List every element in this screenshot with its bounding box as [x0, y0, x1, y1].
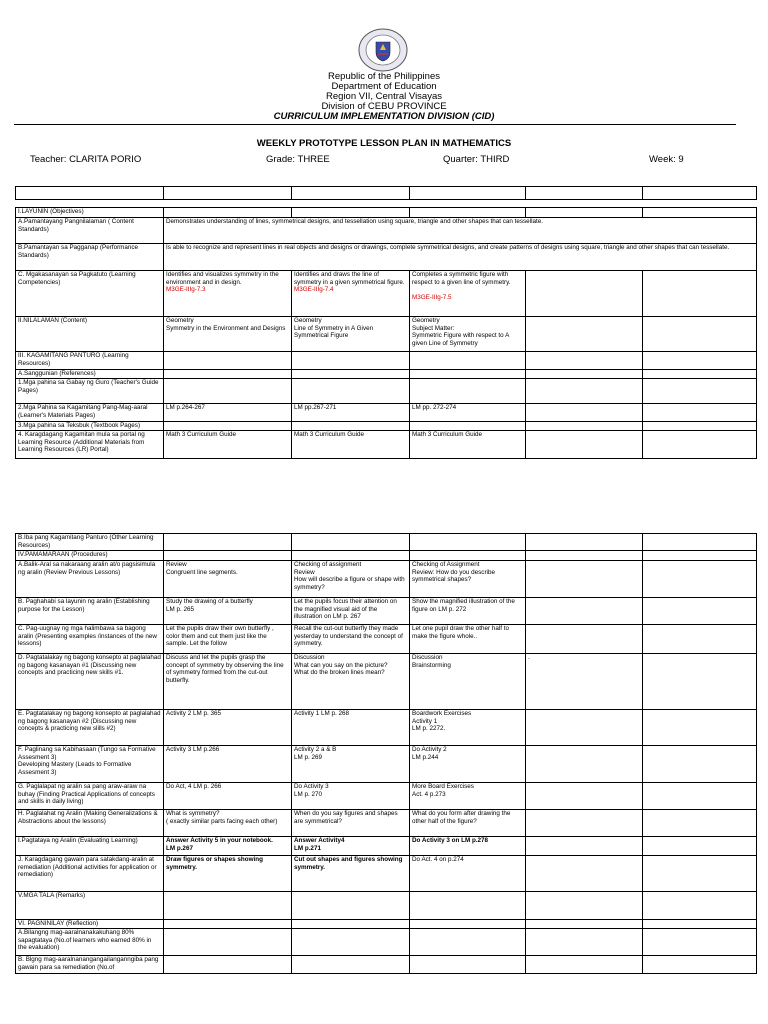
empty-cell [526, 422, 643, 431]
empty-cell [292, 929, 410, 956]
header-cid: CURRICULUM IMPLEMENTATION DIVISION (CID) [273, 111, 495, 122]
table-row [16, 379, 757, 404]
header-cell [292, 187, 410, 200]
row-label: C. Pag-uugnay ng mga halimbawa sa bagong aralin (Presenting examples /instances of the new lessons) [16, 625, 164, 654]
day3-cell: More Board Exercises Act. 4 p.273 [410, 783, 526, 810]
empty-cell [643, 551, 757, 561]
row-label: B. Paghahabi sa layunin ng aralin (Establishing purpose for the Lesson) [16, 598, 164, 625]
empty-cell [410, 956, 526, 974]
header-cell [16, 187, 164, 200]
table-row [16, 929, 757, 956]
day1-cell: What is symmetry? ( exactly similar parts facing each other) [164, 810, 292, 837]
empty-cell [643, 654, 757, 710]
empty-cell [526, 317, 643, 352]
empty-cell [410, 929, 526, 956]
empty-cell [643, 352, 757, 370]
day1-cell: Geometry Symmetry in the Environment and Designs [164, 317, 292, 352]
row-label: IV.PAMAMARAAN (Procedures) [16, 551, 164, 561]
day1-cell: Activity 2 LM p. 365 [164, 710, 292, 746]
row-label: A.Sanggunian (References) [16, 370, 164, 379]
empty-cell [526, 892, 643, 920]
table-row [16, 551, 757, 561]
empty-cell [643, 431, 757, 459]
table-row [16, 598, 757, 625]
day2-cell: Math 3 Curriculum Guide [292, 431, 410, 459]
empty-cell [292, 352, 410, 370]
row-label: 1.Mga pahina sa Gabay ng Guro (Teacher's Guide Pages) [16, 379, 164, 404]
plan-title: WEEKLY PROTOTYPE LESSON PLAN IN MATHEMATICS [256, 138, 512, 149]
empty-cell [526, 810, 643, 837]
row-label: B.Iba pang Kagamitang Panturo (Other Learning Resources) [16, 534, 164, 551]
day1-cell: Draw figures or shapes showing symmetry. [164, 856, 292, 892]
day1-cell: Activity 3 LM p.266 [164, 746, 292, 783]
header-region: Region VII, Central Visayas [326, 91, 442, 102]
empty-cell [526, 352, 643, 370]
empty-cell [410, 352, 526, 370]
table-row [16, 534, 757, 551]
empty-cell [164, 534, 292, 551]
row-label: D. Pagtatalakay ng bagong konsepto at paglalahad ng bagong kasanayan #1 (Discussing new concepts and practicing new skills #1. [16, 654, 164, 710]
competency-text: Completes a symmetric figure with respect to a given line of symmetry. [412, 271, 511, 286]
empty-cell [526, 598, 643, 625]
day3-cell: Checking of Assignment Review: How do you describe symmetrical shapes? [410, 561, 526, 598]
day1-cell: Study the drawing of a butterfly LM p. 265 [164, 598, 292, 625]
empty-cell [164, 370, 292, 379]
empty-cell [643, 710, 757, 746]
empty-cell [643, 404, 757, 422]
empty-cell [526, 625, 643, 654]
table-row [16, 654, 757, 710]
day3-cell: What do you form after drawing the other half of the figure? [410, 810, 526, 837]
empty-cell [292, 379, 410, 404]
empty-cell [292, 370, 410, 379]
day3-cell: LM pp. 272-274 [410, 404, 526, 422]
row-label: I.LAYUNIN (Objectives) [16, 208, 164, 218]
day1-cell: Review Congruent line segments. [164, 561, 292, 598]
table-row [16, 561, 757, 598]
empty-cell [164, 920, 292, 929]
day3-cell: Show the magnified illustration of the figure on LM p. 272 [410, 598, 526, 625]
empty-cell [164, 956, 292, 974]
table-row [16, 431, 757, 459]
day3-cell: Boardwork Exercises Activity 1 LM p. 2272. [410, 710, 526, 746]
row-label: B.Pamantayan sa Pagganap (Performance Standards) [16, 244, 164, 271]
table-row [16, 352, 757, 370]
grade-label: Grade: THREE [266, 154, 330, 165]
table-row [16, 317, 757, 352]
header-divider [14, 124, 736, 125]
empty-cell [292, 956, 410, 974]
empty-cell [526, 837, 643, 856]
competency-text: Identifies and draws the line of symmetry in a given symmetrical figure. [294, 271, 405, 286]
table-row [16, 625, 757, 654]
empty-cell [643, 783, 757, 810]
day1-cell: Discuss and let the pupils grasp the concept of symmetry by observing the line of symmetry formed from the cut-out butterfly. [164, 654, 292, 710]
content-standard-text: Demonstrates understanding of lines, symmetrical designs, and tessellation using square, triangle and other shapes that can tessellate. [164, 218, 757, 244]
header-department: Department of Education [331, 81, 437, 92]
empty-cell [526, 929, 643, 956]
day2-cell: Checking of assignment Review How will describe a figure or shape with symmetry? [292, 561, 410, 598]
empty-cell [164, 551, 292, 561]
empty-cell [643, 534, 757, 551]
day3-cell: Geometry Subject Matter: Symmetric Figure with respect to A given Line of Symmetry [410, 317, 526, 352]
empty-cell [643, 856, 757, 892]
empty-cell [164, 929, 292, 956]
empty-cell [643, 810, 757, 837]
row-label: B. Blgng mag-aaralnanangangailanganngiba pang gawain para sa remediation (No.of [16, 956, 164, 974]
competency-code: M3GE-IIIg-7.4 [294, 286, 334, 294]
day2-cell: Do Activity 3 LM p. 270 [292, 783, 410, 810]
empty-cell [410, 208, 526, 218]
empty-cell [410, 379, 526, 404]
table-row [16, 856, 757, 892]
table-row [16, 271, 757, 317]
empty-cell [526, 783, 643, 810]
empty-cell [643, 208, 757, 218]
day2-cell: Recall the cut-out butterfly they made yesterday to understand the concept of symmetry. [292, 625, 410, 654]
empty-cell [643, 561, 757, 598]
day3-cell: Do Activity 3 on LM p.278 [410, 837, 526, 856]
teacher-label: Teacher: CLARITA PORIO [30, 154, 142, 165]
table-row [16, 810, 757, 837]
empty-cell [526, 956, 643, 974]
competency-code: M3GE-IIIg-7.5 [412, 293, 452, 301]
empty-cell [292, 208, 410, 218]
row-label: C. Mgakasanayan sa Pagkatuto (Learning Competencies) [16, 271, 164, 317]
empty-cell [643, 929, 757, 956]
header-division: Division of CEBU PROVINCE [321, 101, 447, 112]
empty-cell [526, 551, 643, 561]
deped-seal-icon [357, 28, 409, 72]
row-label: 4. Karagdagang Kagamitan mula sa portal ng Learning Resource (Additional Materials from Learning Resources (LR) Portal) [16, 431, 164, 459]
empty-cell [526, 404, 643, 422]
table-row [16, 244, 757, 271]
table-row [16, 208, 757, 218]
day-header-table [15, 186, 757, 200]
empty-cell [643, 956, 757, 974]
day2-cell: LM pp.267-271 [292, 404, 410, 422]
empty-cell [643, 920, 757, 929]
empty-cell [164, 379, 292, 404]
empty-cell [292, 534, 410, 551]
row-label: F. Paglinang sa Kabihasaan (Tungo sa Formative Assesment 3) Developing Mastery (Leads to Formative Assesment 3) [16, 746, 164, 783]
row-label: G. Paglalapat ng aralin sa pang araw-araw na buhay (Finding Practical Applications of concepts and skills in daily living) [16, 783, 164, 810]
row-label: II.NILALAMAN (Content) [16, 317, 164, 352]
day2-cell: Cut out shapes and figures showing symmetry. [292, 856, 410, 892]
empty-cell [643, 271, 757, 317]
empty-cell [292, 920, 410, 929]
day3-cell: Let one pupil draw the other half to make the figure whole.. [410, 625, 526, 654]
day1-cell: LM p.264-267 [164, 404, 292, 422]
empty-cell [643, 837, 757, 856]
empty-cell [526, 561, 643, 598]
empty-cell [643, 598, 757, 625]
day2-cell: When do you say figures and shapes are symmetrical? [292, 810, 410, 837]
header-republic: Republic of the Philippines [328, 71, 440, 82]
empty-cell [526, 856, 643, 892]
table-row [16, 956, 757, 974]
table-row [16, 783, 757, 810]
row-label: A.Bilangng mag-aaralnanakakuhang 80% sapagtataya (No.of learners who earned 80% in the evaluation) [16, 929, 164, 956]
header-cell [526, 187, 643, 200]
day2-cell: Geometry Line of Symmetry in A Given Symmetrical Figure [292, 317, 410, 352]
table-row [16, 746, 757, 783]
day2-cell: Answer Activity4 LM p.271 [292, 837, 410, 856]
header-cell [164, 187, 292, 200]
empty-cell [410, 892, 526, 920]
competency-text: Identifies and visualizes symmetry in the environment and in design. [166, 271, 279, 286]
performance-standard-text: Is able to recognize and represent lines in real objects and designs or drawings, complete symmetrical designs, and create patterns of designs using square, triangle and other shapes that can tessellate. [164, 244, 757, 271]
table-row [16, 370, 757, 379]
empty-cell [164, 422, 292, 431]
quarter-label: Quarter: THIRD [443, 154, 510, 165]
empty-cell [164, 892, 292, 920]
empty-cell [410, 534, 526, 551]
row-label: A.Pamantayang Pangnilalaman ( Content Standards) [16, 218, 164, 244]
day1-cell: Answer Activity 5 in your notebook. LM p.267 [164, 837, 292, 856]
day1-cell: Let the pupils draw their own butterfly , color them and cut them just like the sample. Let the follow [164, 625, 292, 654]
header-cell [410, 187, 526, 200]
day3-cell [410, 271, 526, 317]
empty-cell [164, 352, 292, 370]
day3-cell: Math 3 Curriculum Guide [410, 431, 526, 459]
empty-cell [526, 746, 643, 783]
empty-cell [292, 422, 410, 431]
empty-cell [292, 892, 410, 920]
empty-cell [643, 370, 757, 379]
empty-cell [643, 317, 757, 352]
day2-cell: Activity 1 LM p. 268 [292, 710, 410, 746]
day2-cell: Discussion What can you say on the picture? What do the broken lines mean? [292, 654, 410, 710]
empty-cell [526, 431, 643, 459]
row-label: J. Karagdagang gawain para satakdang-aralin at remediation (Additional activities for application or remediation) [16, 856, 164, 892]
lesson-plan-table-2 [15, 533, 757, 974]
row-label: V.MGA TALA (Remarks) [16, 892, 164, 920]
day2-cell: Activity 2 a & B LM p. 269 [292, 746, 410, 783]
empty-cell [410, 370, 526, 379]
row-label: III. KAGAMITANG PANTURO (Learning Resources) [16, 352, 164, 370]
table-row [16, 892, 757, 920]
row-label: 3.Mga pahina sa Teksbuk (Textbook Pages) [16, 422, 164, 431]
empty-cell [526, 370, 643, 379]
empty-cell [526, 534, 643, 551]
header-cell [643, 187, 757, 200]
empty-cell [526, 379, 643, 404]
empty-cell [643, 892, 757, 920]
empty-cell [643, 379, 757, 404]
table-row [16, 404, 757, 422]
empty-cell [643, 625, 757, 654]
table-row [16, 920, 757, 929]
day2-cell [292, 271, 410, 317]
day1-cell: Math 3 Curriculum Guide [164, 431, 292, 459]
row-label: VI. PAGNINILAY (Reflection) [16, 920, 164, 929]
empty-cell [526, 920, 643, 929]
empty-cell [164, 208, 292, 218]
empty-cell [643, 746, 757, 783]
empty-cell [292, 551, 410, 561]
table-row [16, 837, 757, 856]
lesson-plan-table-1 [15, 207, 757, 459]
row-label: 2.Mga Pahina sa Kagamitang Pang-Mag-aaral (Learner's Materials Pages) [16, 404, 164, 422]
empty-cell [410, 422, 526, 431]
table-row [16, 218, 757, 244]
table-row [16, 422, 757, 431]
competency-code: M3GE-IIIg-7.3 [166, 286, 206, 294]
day3-cell: Do Activity 2 LM p.244 [410, 746, 526, 783]
day2-cell: Let the pupils focus their attention on the magnified visual aid of the illustration on LM p. 267 [292, 598, 410, 625]
empty-cell [526, 710, 643, 746]
week-label: Week: 9 [649, 154, 684, 165]
row-label: A.Balik-Aral sa nakaraang aralin at/o pagsisimula ng aralin (Review Previous Lessons) [16, 561, 164, 598]
row-label: I.Pagtataya ng Aralin (Evaluating Learning) [16, 837, 164, 856]
table-row [16, 710, 757, 746]
empty-cell [526, 271, 643, 317]
empty-cell [643, 422, 757, 431]
day4-cell: . [526, 654, 643, 710]
row-label: E. Pagtatalakay ng bagong konsepto at paglalahad ng bagong kasanayan #2 (Discussing new concepts & practicing new slills #2) [16, 710, 164, 746]
row-label: H. Paglalahat ng Aralin (Making Generalizations & Abstractions about the lessons) [16, 810, 164, 837]
day3-cell: Do Act. 4 on p.274 [410, 856, 526, 892]
day1-cell: Do Act, 4 LM p. 266 [164, 783, 292, 810]
day1-cell [164, 271, 292, 317]
day3-cell: Discussion Brainstorming [410, 654, 526, 710]
empty-cell [410, 551, 526, 561]
empty-cell [526, 208, 643, 218]
empty-cell [410, 920, 526, 929]
